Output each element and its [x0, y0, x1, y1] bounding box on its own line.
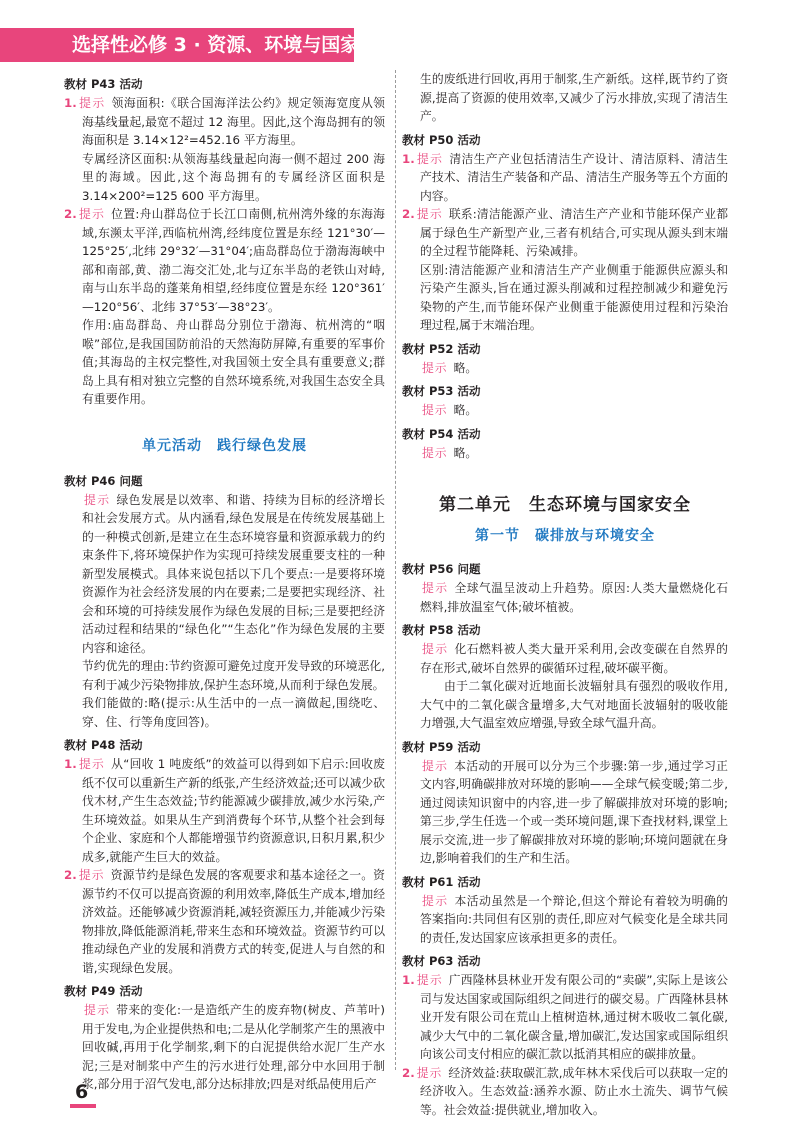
answer-item: [64, 755, 385, 866]
hint-tag: 提示: [422, 403, 448, 417]
answer-item: [402, 579, 728, 616]
hint-tag: 提示: [422, 893, 449, 908]
hint-tag: 提示: [84, 1003, 111, 1017]
section-title: 第一节 碳排放与环境安全: [475, 528, 655, 544]
answer-text: 略。: [453, 445, 478, 460]
answer-text: 全球气温呈波动上升趋势。原因:人类大量燃烧化石燃料,排放温室气体;破坏植被。: [420, 581, 728, 614]
section-heading: 教材 P63 活动: [402, 954, 481, 968]
answer-item: [402, 444, 728, 463]
page-number-underline: [70, 1104, 96, 1108]
section-heading: 教材 P54 活动: [402, 426, 481, 441]
hint-tag: 提示: [78, 868, 105, 882]
item-number: 1.: [402, 973, 415, 987]
hint-tag: 提示: [416, 207, 443, 221]
answer-item: [64, 491, 385, 658]
answer-item: [402, 359, 728, 378]
answer-item: [64, 205, 385, 316]
answer-paragraph: 专属经济区面积:从领海基线量起向海一侧不超过 200 海里的海域。因此,这个海岛拥有的专属经济区面积是 3.14×200²=125 600 平方海里。: [82, 151, 385, 203]
section-heading: 教材 P50 活动: [402, 132, 481, 147]
answer-text: 领海面积:《联合国海洋法公约》规定领海宽度从领海基线量起,最宽不超过 12 海里。因此,这个海岛拥有的领海面积是 3.14×12²=452.16 平方海里。: [82, 96, 385, 147]
hint-tag: 提示: [416, 973, 443, 987]
answer-item: [402, 757, 728, 868]
hint-tag: 提示: [416, 151, 444, 166]
hint-tag: 提示: [422, 758, 449, 773]
answer-item: [402, 971, 728, 1064]
answer-item: [402, 640, 728, 677]
section-heading: 教材 P49 活动: [64, 984, 143, 998]
answer-text: 从“回收 1 吨废纸”的效益可以得到如下启示:回收废纸不仅可以重新生产新的纸张,产生经济效益;还可以减少砍伐木材,产生生态效益;节约能源减少碳排放,减少水污染,产生环境效益。如果从生产到消费每个环节,从整个社会到每个企业、家庭和个人都能增强节约资源意识,日积月累,积少成多,就能产生巨大的效益。: [82, 757, 385, 864]
hint-tag: 提示: [78, 207, 106, 221]
answer-text: 联系:清洁能源产业、清洁生产产业和节能环保产业都属于绿色生产新型产业,三者有机结合,可实现从源头到末端的全过程节能降耗、污染减排。: [420, 207, 728, 258]
item-number: 2.: [402, 1065, 415, 1080]
answer-item: [402, 401, 728, 420]
item-number: 2.: [64, 868, 77, 882]
answer-item: [64, 1001, 385, 1094]
answer-text: 经济效益:获取碳汇款,成年林木采伐后可以获取一定的经济收入。生态效益:涵养水源、防止水土流失、调节气候等。社会效益:提供就业,增加收入。: [420, 1065, 728, 1117]
answer-text: 略。: [453, 360, 478, 375]
hint-tag: 提示: [84, 492, 111, 507]
hint-tag: 提示: [78, 96, 106, 110]
item-number: 1.: [64, 96, 77, 110]
answer-item: [402, 1064, 728, 1120]
answer-text: 绿色发展是以效率、和谐、持续为目标的经济增长和社会发展方式。从内涵看,绿色发展是在传统发展基础上的一种模式创新,是建立在生态环境容量和资源承载力的约束条件下,将环境保护作为实现可持续发展重要支柱的一种新型发展模式。具体来说包括以下几个要点:一是要将环境资源作为社会经济发展的内在要素;二是要把实现经济、社会和环境的可持续发展作为绿色发展的目标;三是要把经济活动过程和结果的“绿色化”“生态化”作为绿色发展的主要内容和途径。: [82, 492, 385, 655]
answer-item: [402, 205, 728, 261]
answer-paragraph: 节约优先的理由:节约资源可避免过度开发导致的环境恶化,有利于减少污染物排放,保护生态环境,从而利于绿色发展。: [82, 659, 385, 692]
answer-text: 略。: [453, 403, 478, 417]
column-divider: [395, 70, 396, 1070]
unit-title: 第二单元 生态环境与国家安全: [439, 495, 691, 515]
answer-paragraph: 我们能做的:略(提示:从生活中的一点一滴做起,围绕吃、穿、住、行等角度回答)。: [82, 696, 385, 729]
answer-paragraph: 区别:清洁能源产业和清洁生产产业侧重于能源供应源头和污染产生源头,旨在通过源头削减和过程控制减少和避免污染物的产生,而节能环保产业侧重于能源使用过程和污染治理过程,属于末端治理。: [420, 262, 728, 332]
answer-text: 位置:舟山群岛位于长江口南侧,杭州湾外缘的东海海域,东濒太平洋,西临杭州湾,经纬度位置是东经 121°30′—125°25′,北纬 29°32′—31°04′;庙岛群岛位于渤海海峡中部和南部,黄、渤二海交汇处,北与辽东半岛的老铁山对峙,南与山东半岛的蓬莱角相望,经纬度位置是东经 120°361′—120°56′、北纬 37°53′—38°23′。: [82, 207, 385, 314]
hint-tag: 提示: [422, 445, 448, 460]
answer-text: 化石燃料被人类大量开采利用,会改变碳在自然界的存在形式,破坏自然界的碳循环过程,破坏碳平衡。: [420, 642, 728, 675]
answer-paragraph: 由于二氧化碳对近地面长波辐射具有强烈的吸收作用,大气中的二氧化碳含量增多,大气对地面长波辐射的吸收能力增强,大气温室效应增强,导致全球气温升高。: [420, 679, 728, 730]
section-heading: 教材 P48 活动: [64, 738, 143, 752]
section-heading: 教材 P61 活动: [402, 874, 481, 889]
left-column: [64, 70, 385, 1094]
item-number: 1.: [402, 151, 415, 166]
unit-activity-title: 单元活动 践行绿色发展: [142, 437, 307, 454]
answer-text: 本活动的开展可以分为三个步骤:第一步,通过学习正文内容,明确碳排放对环境的影响——全球气候变暖;第二步,通过阅读知识窗中的内容,进一步了解碳排放对环境的影响;第三步,学生任选一个或一类环境问题,课下查找材料,课堂上展示交流,进一步了解碳排放对环境的影响;环境问题就在身边,影响着我们的生产和生活。: [420, 758, 728, 865]
page-number: 6: [75, 1081, 89, 1103]
section-heading: 教材 P52 活动: [402, 341, 481, 356]
item-number: 1.: [64, 757, 77, 771]
section-heading: 教材 P43 活动: [64, 77, 143, 91]
section-heading: 教材 P59 活动: [402, 739, 481, 754]
answer-text: 清洁生产产业包括清洁生产设计、清洁原料、清洁生产技术、清洁生产装备和产品、清洁生产服务等五个方面的内容。: [420, 151, 728, 203]
hint-tag: 提示: [78, 757, 106, 771]
answer-text: 资源节约是绿色发展的客观要求和基本途径之一。资源节约不仅可以提高资源的利用效率,降低生产成本,增加经济效益。还能够减少资源消耗,减轻资源压力,并能减少污染物排放,降低能源消耗,带来生态和环境效益。资源节约可以推动绿色产业的发展和消费方式的转变,促进人与自然的和谐,实现绿色发展。: [82, 868, 385, 975]
hint-tag: 提示: [422, 581, 449, 595]
hint-tag: 提示: [422, 360, 448, 375]
answer-text: 广西隆林县林业开发有限公司的“卖碳”,实际上是该公司与发达国家或国际组织之间进行的碳交易。广西隆林县林业开发有限公司在荒山上植树造林,通过树木吸收二氧化碳,减少大气中的二氧化碳含量,增加碳汇,发达国家或国际组织向该公司支付相应的碳汇款以抵消其相应的碳排放量。: [420, 973, 728, 1061]
answer-item: [64, 94, 385, 150]
answer-text: 带来的变化:一是造纸产生的废弃物(树皮、芦苇叶)用于发电,为企业提供热和电;二是从化学制浆产生的黑液中回收碱,再用于化学制浆,剩下的白泥提供给水泥厂生产水泥;三是对制浆中产生的污水进行处理,部分中水回用于制浆,部分用于沼气发电,部分达标排放;四是对纸品使用后产: [82, 1003, 385, 1091]
answer-paragraph: 作用:庙岛群岛、舟山群岛分别位于渤海、杭州湾的“咽喉”部位,是我国国防前沿的天然海防屏障,有重要的军事价值;其海岛的主权完整性,对我国领土安全具有重要意义;群岛上具有相对独立完整的自然环境系统,对我国生态安全具有重要作用。: [82, 318, 385, 406]
answer-item: [402, 150, 728, 206]
section-heading: 教材 P46 问题: [64, 473, 143, 488]
answer-paragraph: 生的废纸进行回收,再用于制浆,生产新纸。这样,既节约了资源,提高了资源的使用效率,又减少了污水排放,实现了清洁生产。: [420, 72, 728, 123]
section-heading: 教材 P58 活动: [402, 623, 481, 637]
header-title: 选择性必修 3 · 资源、环境与国家安全: [72, 34, 398, 56]
right-column: [402, 70, 728, 1119]
answer-item: [402, 892, 728, 948]
answer-item: [64, 866, 385, 977]
item-number: 2.: [64, 207, 77, 221]
hint-tag: 提示: [422, 642, 449, 656]
section-heading: 教材 P56 问题: [402, 562, 481, 576]
answer-text: 本活动虽然是一个辩论,但这个辩论有着较为明确的答案指向:共同但有区别的责任,即应对气候变化是全球共同的责任,发达国家应该承担更多的责任。: [420, 893, 728, 945]
hint-tag: 提示: [416, 1065, 443, 1080]
item-number: 2.: [402, 207, 415, 221]
section-heading: 教材 P53 活动: [402, 384, 481, 398]
